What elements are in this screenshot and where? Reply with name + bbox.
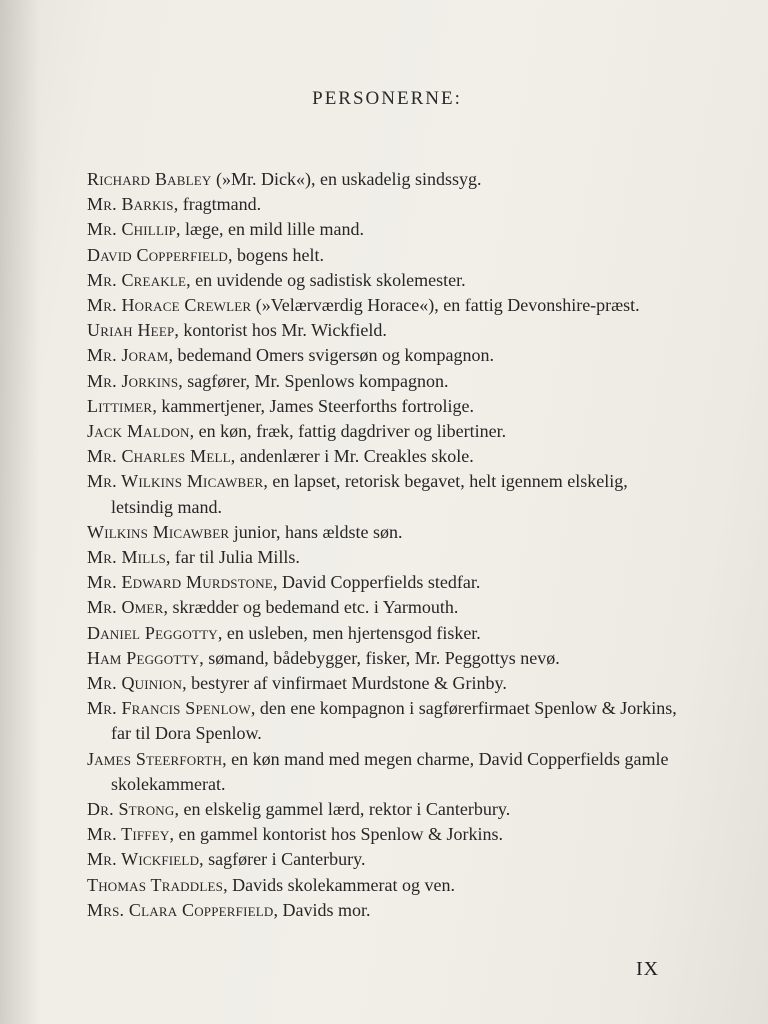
character-entry — [87, 343, 677, 368]
character-description: , andenlærer i Mr. Creakles skole. — [230, 446, 474, 467]
character-name: Mr. Chillip — [87, 219, 177, 240]
character-description: , en elskelig gammel lærd, rektor i Canterbury. — [174, 799, 511, 820]
character-name: Mr. Charles Mell — [87, 446, 231, 467]
character-list — [87, 167, 677, 923]
character-entry — [87, 268, 677, 293]
character-description: , en gammel kontorist hos Spenlow & Jorkins. — [169, 824, 503, 845]
character-description: junior, hans ældste søn. — [229, 521, 403, 542]
character-description: , Davids mor. — [273, 899, 371, 920]
character-description: , David Copperfields stedfar. — [272, 572, 481, 593]
character-entry — [87, 293, 677, 318]
character-name: Mrs. Clara Copperfield — [87, 899, 274, 920]
character-name: Mr. Francis Spenlow — [87, 698, 251, 719]
character-description: (»Mr. Dick«), en uskadelig sindssyg. — [211, 169, 482, 189]
character-description: , kammertjener, James Steerforths fortrolige. — [152, 395, 474, 416]
character-entry — [87, 419, 677, 444]
character-description: , en usleben, men hjertensgod fisker. — [217, 622, 481, 643]
character-name: Daniel Peggotty — [87, 622, 218, 643]
character-name: Mr. Joram — [87, 345, 169, 366]
character-name: Mr. Edward Murdstone — [87, 572, 273, 593]
character-description: , bedemand Omers svigersøn og kompagnon. — [168, 345, 494, 366]
character-entry — [87, 847, 677, 872]
character-description: , skrædder og bedemand etc. i Yarmouth. — [163, 597, 459, 618]
character-description: , en lapset, retorisk begavet, helt igennem elskelig, letsindig mand. — [111, 471, 628, 517]
character-name: Mr. Jorkins — [87, 370, 179, 391]
character-name: Thomas Traddles — [87, 874, 224, 895]
character-entry — [87, 822, 677, 847]
character-entry — [87, 520, 677, 545]
character-name: Ham Peggotty — [87, 647, 200, 668]
character-entry — [87, 318, 677, 343]
character-name: David Copperfield — [87, 244, 229, 265]
page-heading: PERSONERNE: — [312, 88, 462, 109]
character-entry — [87, 873, 677, 898]
character-entry — [87, 243, 677, 268]
character-name: Richard Babley — [87, 169, 212, 189]
character-entry — [87, 217, 677, 242]
character-name: Dr. Strong — [87, 799, 175, 820]
character-entry — [87, 444, 677, 469]
character-name: James Steerforth — [87, 748, 223, 769]
character-description: , en uvidende og sadistisk skolemester. — [186, 269, 466, 290]
character-description: , en køn mand med megen charme, David Copperfields gamle skolekammerat. — [111, 748, 669, 794]
character-entry — [87, 369, 677, 394]
character-description: , sagfører i Canterbury. — [199, 849, 366, 870]
character-description: , fragtmand. — [173, 194, 262, 215]
character-description: , en køn, fræk, fattig dagdriver og libertiner. — [189, 421, 507, 442]
character-description: (»Velærværdig Horace«), en fattig Devonshire-præst. — [251, 295, 640, 316]
character-entry — [87, 469, 677, 519]
character-name: Mr. Barkis — [87, 194, 174, 215]
character-name: Mr. Wickfield — [87, 849, 200, 870]
character-entry — [87, 646, 677, 671]
character-entry — [87, 747, 677, 797]
character-description: , Davids skolekammerat og ven. — [223, 874, 456, 895]
character-description: , den ene kompagnon i sagførerfirmaet Spenlow & Jorkins, far til Dora Spenlow. — [111, 698, 677, 744]
character-entry — [87, 671, 677, 696]
character-name: Mr. Wilkins Micawber — [87, 471, 264, 492]
character-entry — [87, 696, 677, 746]
character-name: Littimer — [87, 395, 153, 416]
character-name: Mr. Horace Crewler — [87, 295, 252, 316]
character-name: Mr. Quinion — [87, 673, 183, 694]
character-name: Mr. Mills — [87, 547, 166, 568]
character-name: Mr. Omer — [87, 597, 164, 618]
page-number: IX — [636, 958, 660, 980]
character-entry — [87, 394, 677, 419]
character-entry — [87, 595, 677, 620]
character-name: Jack Maldon — [87, 421, 190, 442]
character-entry — [87, 898, 677, 923]
character-entry — [87, 797, 677, 822]
character-entry — [87, 545, 677, 570]
character-entry — [87, 621, 677, 646]
character-entry — [87, 192, 677, 217]
character-name: Wilkins Micawber — [87, 521, 230, 542]
character-name: Mr. Creakle — [87, 269, 187, 290]
character-description: , kontorist hos Mr. Wickfield. — [174, 320, 387, 341]
character-description: , bestyrer af vinfirmaet Murdstone & Grinby. — [182, 673, 507, 694]
character-description: , sømand, bådebygger, fisker, Mr. Peggottys nevø. — [199, 647, 560, 668]
character-entry — [87, 570, 677, 595]
character-description: , bogens helt. — [228, 244, 325, 265]
character-name: Uriah Heep — [87, 320, 175, 341]
character-description: , læge, en mild lille mand. — [176, 219, 365, 240]
character-description: , far til Julia Mills. — [165, 547, 300, 568]
character-entry — [87, 167, 677, 192]
character-name: Mr. Tiffey — [87, 824, 170, 845]
character-description: , sagfører, Mr. Spenlows kompagnon. — [178, 370, 449, 391]
